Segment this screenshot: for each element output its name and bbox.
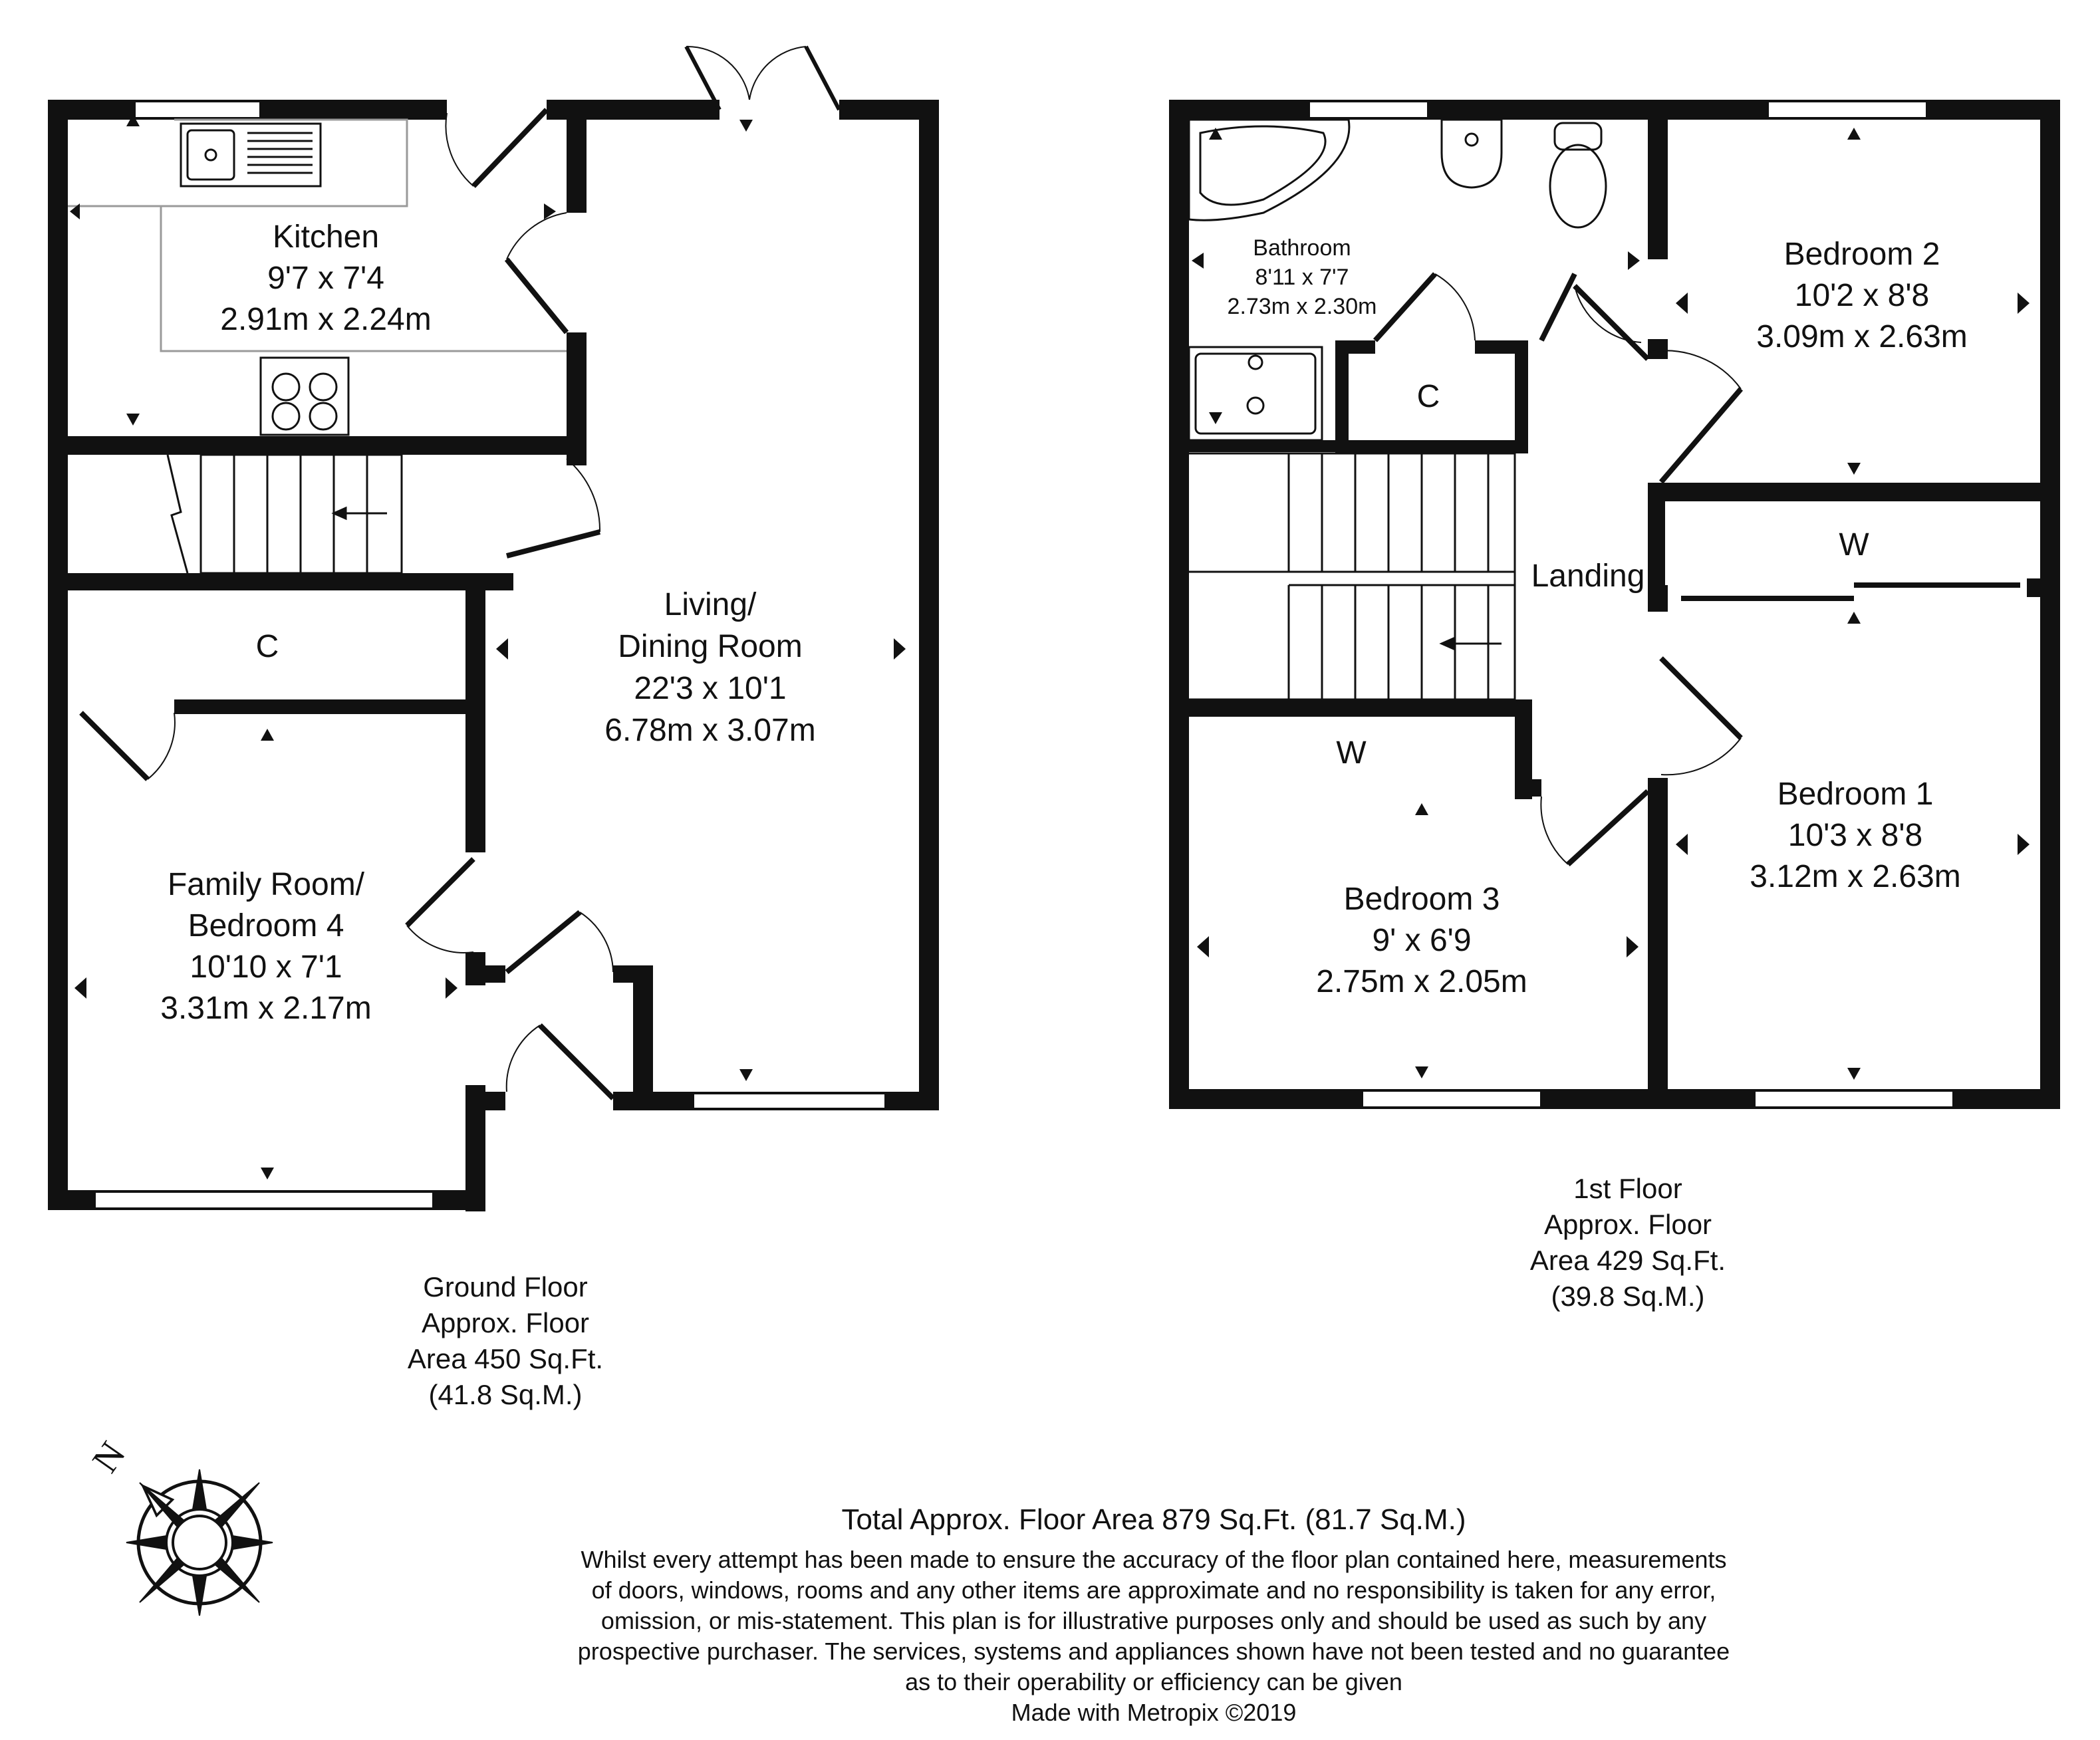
ground-summary-line3: Area 450 Sq.Ft. <box>407 1343 604 1374</box>
ground-summary-line2: Approx. Floor <box>421 1307 590 1338</box>
bedroom2-metric: 3.09m x 2.63m <box>1756 319 1968 354</box>
first-stairs <box>1182 453 1515 699</box>
kitchen-imperial: 9'7 x 7'4 <box>267 261 384 296</box>
ground-stairs <box>168 455 402 573</box>
shower-icon <box>1189 347 1322 440</box>
hob-icon <box>261 358 348 435</box>
footer <box>578 1503 1730 1726</box>
toilet-icon <box>1550 123 1606 227</box>
bedroom3-metric: 2.75m x 2.05m <box>1316 964 1527 999</box>
bedroom2-name: Bedroom 2 <box>1783 237 1940 272</box>
family-metric: 3.31m x 2.17m <box>160 991 372 1026</box>
kitchen-metric: 2.91m x 2.24m <box>220 302 432 337</box>
ground-floor <box>48 47 939 1410</box>
living-label <box>604 587 815 748</box>
bedroom3-imperial: 9' x 6'9 <box>1372 923 1472 958</box>
bedroom3-name: Bedroom 3 <box>1343 882 1500 917</box>
ground-summary-line1: Ground Floor <box>423 1271 588 1303</box>
ground-cupboard-label: C <box>255 629 279 664</box>
bedroom1-label <box>1750 777 1960 894</box>
living-name-line2: Dining Room <box>618 629 803 664</box>
ground-floor-walls <box>48 100 939 1211</box>
family-room-label <box>160 867 371 1026</box>
bedroom1-name: Bedroom 1 <box>1777 777 1934 812</box>
disclaimer-line4: prospective purchaser. The services, systems and appliances shown have not been tested and no guarantee <box>577 1638 1730 1665</box>
living-imperial: 22'3 x 10'1 <box>634 671 787 706</box>
disclaimer-line1: Whilst every attempt has been made to ensure the accuracy of the floor plan contained here, measurements <box>581 1546 1727 1573</box>
first-summary-line3: Area 429 Sq.Ft. <box>1529 1245 1726 1276</box>
landing-label: Landing <box>1531 559 1645 594</box>
kitchen-label <box>220 219 431 337</box>
metropix-credit: Made with Metropix ©2019 <box>1011 1699 1297 1726</box>
first-floor <box>1169 100 2060 1312</box>
bathroom-imperial: 8'11 x 7'7 <box>1255 265 1349 290</box>
bedroom1-imperial: 10'3 x 8'8 <box>1787 818 1923 853</box>
living-metric: 6.78m x 3.07m <box>604 713 816 748</box>
first-summary-line1: 1st Floor <box>1573 1173 1682 1204</box>
kitchen-name: Kitchen <box>272 219 380 255</box>
family-name-line1: Family Room/ <box>167 867 365 902</box>
wardrobe-top-label: W <box>1839 527 1869 562</box>
family-imperial: 10'10 x 7'1 <box>190 949 342 985</box>
bathroom-label <box>1228 235 1377 319</box>
compass-icon <box>84 1434 273 1616</box>
sink-icon <box>181 124 321 186</box>
first-summary-line2: Approx. Floor <box>1543 1209 1712 1240</box>
bathroom-name: Bathroom <box>1253 235 1351 261</box>
basin-icon <box>1442 120 1502 187</box>
ground-floor-summary <box>408 1271 603 1410</box>
ground-summary-line4: (41.8 Sq.M.) <box>428 1379 583 1410</box>
total-area: Total Approx. Floor Area 879 Sq.Ft. (81.7 Sq.M.) <box>841 1503 1466 1536</box>
bedroom3-label <box>1316 882 1527 999</box>
first-summary-line4: (39.8 Sq.M.) <box>1551 1281 1705 1312</box>
living-name-line1: Living/ <box>664 587 757 622</box>
bathroom-metric: 2.73m x 2.30m <box>1227 294 1377 319</box>
family-name-line2: Bedroom 4 <box>188 908 344 943</box>
disclaimer-line3: omission, or mis-statement. This plan is for illustrative purposes only and should be used as such by any <box>600 1607 1707 1634</box>
disclaimer-line5: as to their operability or efficiency can be given <box>905 1668 1402 1695</box>
disclaimer-line2: of doors, windows, rooms and any other items are approximate and no responsibility is taken for any error, <box>591 1576 1716 1604</box>
first-cupboard-label: C <box>1416 379 1440 414</box>
bedroom2-imperial: 10'2 x 8'8 <box>1794 278 1930 313</box>
first-floor-summary <box>1530 1173 1726 1312</box>
wardrobe-doors <box>1681 585 2020 598</box>
bedroom1-metric: 3.12m x 2.63m <box>1750 859 1961 894</box>
wardrobe-b3-label: W <box>1336 735 1367 771</box>
bedroom2-label <box>1756 237 1967 354</box>
compass-north-letter: N <box>84 1434 134 1481</box>
